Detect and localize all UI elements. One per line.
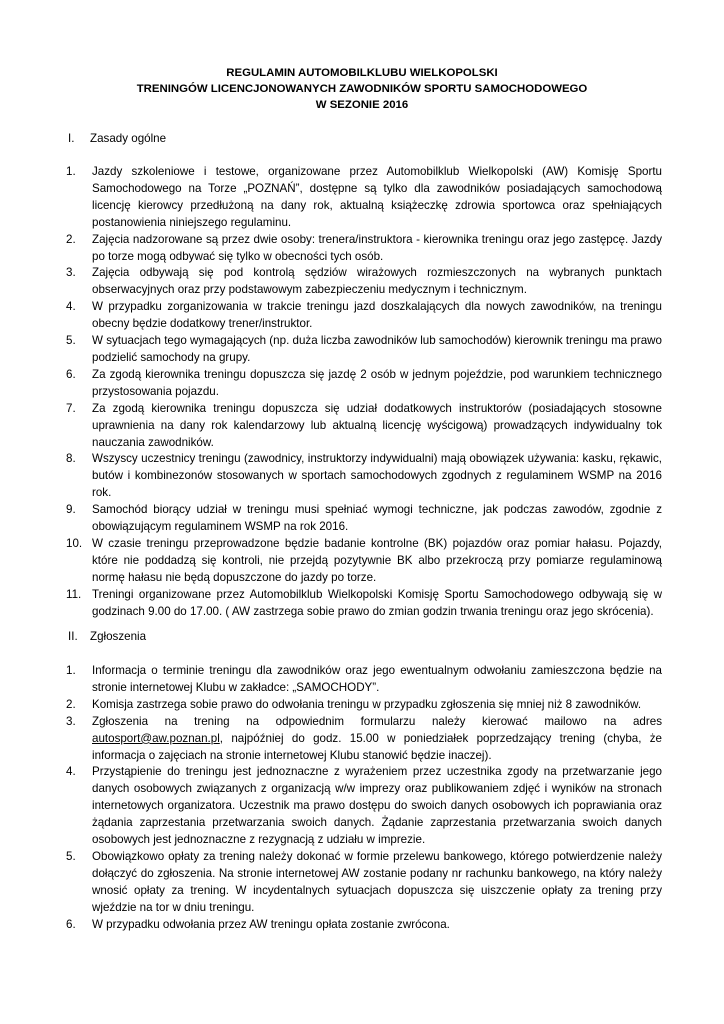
item-number: 2.: [66, 232, 76, 246]
section1-item-7: [66, 401, 662, 452]
item-text: W czasie treningu przeprowadzone będzie badanie kontrolne (BK) pojazdów oraz pomiar hałasu. Pojazdy, które nie poddadzą się kontroli, nie przejdą pozytywnie BK albo przekroczą przy pomiarze regulaminową normę hałasu nie będą dopuszczone do jazdy po torze.: [92, 536, 662, 584]
item-number: 4.: [66, 765, 76, 779]
item-text: Zgłoszenia na trening na odpowiednim formularzu należy kierować mailowo na adres: [92, 714, 662, 728]
section2-item-2: [66, 697, 662, 714]
item-text: Zajęcia nadzorowane są przez dwie osoby: trenera/instruktora - kierownika treningu oraz jego zastępcę. Jazdy po torze mogą odbywać się tylko w obecności tych osób.: [92, 232, 662, 263]
section1-item-1: [66, 164, 662, 232]
item-number: 6.: [66, 917, 76, 931]
title-line-3: W SEZONIE 2016: [315, 99, 409, 111]
section1-item-5: [66, 333, 662, 367]
section2-item-5: [66, 849, 662, 917]
section1-item-9: [66, 502, 662, 536]
item-text: Przystąpienie do treningu jest jednoznaczne z wyrażeniem przez uczestnika zgody na przetwarzanie jego danych osobowych związanych z organizacją w/w imprezy oraz publikowaniem zdjęć i wyników na stronach internetowych organizatora. Uczestnik ma prawo dostępu do swoich danych osobowych ich poprawiania oraz żądania zaprzestania przetwarzania swoich danych. Żądanie zaprzestania przetwarzania swoich danych osobowych jest jednoznaczne z rezygnacją z udziału w imprezie.: [92, 765, 662, 847]
item-text: Wszyscy uczestnicy treningu (zawodnicy, instruktorzy indywidualni) mają obowiązek używania: kasku, rękawic, butów i kombinezonów stosowanych w sportach samochodowych zgodnych z regulaminem WSMP na 2016 rok.: [92, 452, 662, 500]
section-1-number: I.: [68, 132, 75, 145]
item-text: Jazdy szkoleniowe i testowe, organizowane przez Automobilklub Wielkopolski (AW) Komisję Sportu Samochodowego na Torze „POZNAŃ”, dostępne są tylko dla zawodników posiadających samochodową licencję kierowcy przedłużoną na dany rok, aktualną książeczkę zdrowia sportowca oraz spełniających postanowienia niniejszego regulaminu.: [92, 165, 662, 229]
item-number: 7.: [66, 401, 76, 415]
section2-item-4: [66, 764, 662, 849]
item-number: 4.: [66, 300, 76, 314]
item-text-continued: , najpóźniej do godz. 15.00 w poniedziałek poprzedzający trening (chyba, że informacja o zajęciach na stronie internetowej Klubu stanowić będzie inaczej).: [92, 731, 662, 762]
section-2-list: [66, 663, 662, 934]
section1-item-11: [66, 587, 662, 621]
item-text: Komisja zastrzega sobie prawo do odwołania treningu w przypadku zgłoszenia się mniej niż 8 zawodników.: [92, 697, 642, 711]
item-number: 8.: [66, 452, 76, 466]
section2-item-1: [66, 663, 662, 697]
item-text: Treningi organizowane przez Automobilklub Wielkopolski Komisję Sportu Samochodowego odbywają się w godzinach 9.00 do 17.00. ( AW zastrzega sobie prawo do zmian godzin trwania treningu oraz jego skrócenia).: [92, 587, 662, 618]
item-number: 3.: [66, 266, 76, 280]
section-2-title: Zgłoszenia: [90, 630, 147, 643]
item-number: 5.: [66, 334, 76, 348]
item-text: Informacja o terminie treningu dla zawodników oraz jego ewentualnym odwołaniu zamieszczona będzie na stronie internetowej Klubu w zakładce: „SAMOCHODY”.: [92, 664, 662, 694]
item-number: 10.: [66, 536, 83, 550]
section1-item-3: [66, 265, 662, 299]
item-number: 2.: [66, 697, 76, 711]
document-title: [0, 66, 724, 114]
item-text: Za zgodą kierownika treningu dopuszcza się jazdę 2 osób w jednym pojeździe, pod warunkiem technicznego przystosowania pojazdu.: [92, 367, 662, 398]
section-1-list: [66, 164, 662, 620]
item-text: Zajęcia odbywają się pod kontrolą sędziów wirażowych rozmieszczonych na wybranych punktach obserwacyjnych oraz przy podstawowym zabezpieczeniu medycznym i technicznym.: [92, 266, 662, 297]
section1-item-4: [66, 299, 662, 333]
item-number: 3.: [66, 714, 76, 728]
item-number: 1.: [66, 165, 76, 178]
section1-item-10: [66, 536, 662, 587]
section1-item-8: [66, 451, 662, 502]
email-link[interactable]: autosport@aw.poznan.pl: [92, 731, 220, 745]
title-line-1: REGULAMIN AUTOMOBILKLUBU WIELKOPOLSKI: [226, 67, 498, 79]
section1-item-6: [66, 367, 662, 401]
title-line-2: TRENINGÓW LICENCJONOWANYCH ZAWODNIKÓW SPORTU SAMOCHODOWEGO: [136, 83, 588, 95]
item-text: Za zgodą kierownika treningu dopuszcza się udział dodatkowych instruktorów (posiadających stosowne uprawnienia na dany rok kalendarzowy lub aktualną licencję wyścigową) prowadzących indywidualny tok nauczania zawodników.: [92, 401, 662, 449]
item-number: 5.: [66, 849, 76, 863]
section1-item-2: [66, 232, 662, 266]
item-text: W sytuacjach tego wymagających (np. duża liczba zawodników lub samochodów) kierownik treningu ma prawo podzielić samochody na grupy.: [92, 334, 662, 364]
item-text: W przypadku zorganizowania w trakcie treningu jazd doszkalających dla nowych zawodników, na treningu obecny będzie dodatkowy trener/instruktor.: [92, 300, 662, 331]
section2-item-3: [66, 714, 662, 765]
section-2-number: II.: [68, 630, 78, 643]
item-text: Samochód biorący udział w treningu musi spełniać wymogi techniczne, jak podczas zawodów, zgodnie z obowiązującym regulaminem WSMP na rok 2016.: [92, 503, 662, 534]
section-2-heading: [68, 629, 146, 644]
item-number: 6.: [66, 367, 76, 381]
item-text: W przypadku odwołania przez AW treningu opłata zostanie zwrócona.: [92, 917, 450, 931]
section-1-heading: [68, 131, 166, 146]
section-1-title: Zasady ogólne: [90, 132, 167, 145]
item-number: 11.: [66, 587, 82, 601]
item-number: 9.: [66, 503, 76, 517]
item-text: Obowiązkowo opłaty za trening należy dokonać w formie przelewu bankowego, którego potwierdzenie należy dołączyć do zgłoszenia. Na stronie internetowej AW zostanie podany nr rachunku bankowego, na który należy wnosić opłaty za trening. W incydentalnych sytuacjach dopuszcza się uiszczenie opłaty za trening przy wjeździe na tor w dniu treningu.: [92, 849, 662, 914]
section2-item-6: [66, 917, 662, 934]
item-number: 1.: [66, 664, 76, 677]
